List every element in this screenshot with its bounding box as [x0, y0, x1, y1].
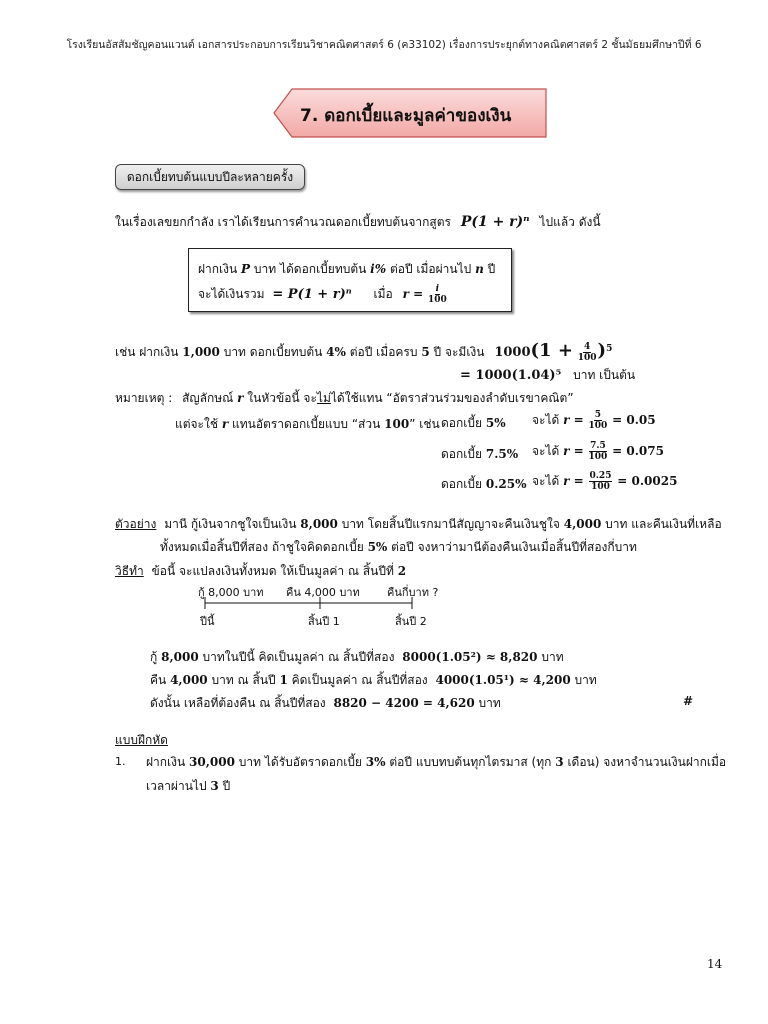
formula-text: ฝากเงิน — [198, 262, 238, 276]
expression: 8000(1.05²) ≈ 8,820 — [402, 650, 538, 664]
example2-line-1 — [115, 515, 722, 534]
var-r: r — [237, 391, 244, 405]
row-label: ดอกเบี้ย — [441, 416, 483, 430]
amount: 8,000 — [161, 650, 199, 664]
text: เวลาผ่านไป — [146, 779, 207, 793]
timeline-top-label: คืนกี่บาท ? — [387, 586, 439, 599]
note-rate-row-3 — [441, 475, 526, 494]
row-fraction — [589, 471, 613, 492]
frac-den: 100 — [588, 452, 608, 462]
formula-text: ปี — [487, 262, 496, 276]
row-value: = 0.05 — [612, 413, 656, 427]
note-rate-calc-1 — [532, 410, 656, 431]
frac-den: 100 — [588, 421, 608, 431]
row-fraction — [589, 410, 608, 431]
text: บาท ณ สิ้นปี — [211, 673, 276, 687]
exercise-line-2 — [146, 777, 230, 796]
example2-line-2 — [160, 538, 637, 557]
text: มานี กู้เงินจากชูใจเป็นเงิน — [164, 517, 297, 531]
text: บาท โดยสิ้นปีแรกมานีสัญญาจะคืนเงินชูใจ — [341, 517, 560, 531]
paren-close: ) — [597, 340, 607, 361]
formula-var-r: r = — [402, 287, 424, 301]
row-rate: 7.5% — [485, 447, 519, 461]
rate: 5% — [367, 540, 388, 554]
timeline — [190, 583, 440, 633]
unit: บาท — [574, 673, 597, 687]
text: บาท ดอกเบี้ยทบต้น — [223, 345, 323, 359]
note-rate-calc-3 — [532, 471, 677, 492]
timeline-bottom-label: ปีนี้ — [200, 615, 215, 628]
formula-var-i: i% — [370, 262, 387, 276]
result: = 1000(1.04)⁵ — [460, 368, 562, 383]
row-r: r = — [563, 474, 584, 488]
solution-label: วิธีทำ — [115, 564, 144, 578]
text: ต่อปี เมื่อครบ — [349, 345, 418, 359]
subsection-label: ดอกเบี้ยทบต้นแบบปีละหลายครั้ง — [115, 164, 305, 190]
frac-num: 4 — [584, 342, 591, 352]
calc-line-2 — [150, 671, 597, 690]
text: ต่อปี แบบทบต้นทุกไตรมาส (ทุก — [389, 755, 552, 769]
text: เช่น ฝากเงิน — [115, 345, 179, 359]
row-label: ดอกเบี้ย — [441, 477, 483, 491]
fraction-i-over-100 — [428, 284, 447, 305]
year: 1 — [279, 673, 288, 687]
text: ทั้งหมดเมื่อสิ้นปีที่สอง ถ้าชูใจคิดดอกเบี้ย — [160, 540, 364, 554]
text: ” เช่น — [409, 417, 440, 431]
text: บาท ได้รับอัตราดอกเบี้ย — [238, 755, 362, 769]
intro-text: ในเรื่องเลขยกกำลัง เราได้เรียนการคำนวณดอกเบี้ยทบต้นจากสูตร — [115, 215, 451, 229]
note-label: หมายเหตุ : — [115, 391, 173, 405]
text: ต่อปี จงหาว่ามานีต้องคืนเงินเมื่อสิ้นปีที่สองกี่บาท — [391, 540, 637, 554]
formula-text: ต่อปี เมื่อผ่านไป — [389, 262, 472, 276]
repay-amount: 4,000 — [563, 517, 602, 531]
intro-suffix: ไปแล้ว ดังนี้ — [539, 215, 601, 229]
text: กู้ — [150, 650, 158, 664]
exponent: 5 — [606, 344, 613, 354]
rate: 4% — [326, 345, 346, 359]
timeline-bottom-label: สิ้นปี 1 — [308, 615, 340, 628]
row-rate: 5% — [485, 416, 506, 430]
row-value: = 0.075 — [612, 444, 664, 458]
exercise-line-1 — [146, 753, 726, 772]
note-rate-calc-2 — [532, 441, 664, 462]
formula-var-p: P — [241, 262, 251, 276]
formula-line-2 — [198, 284, 448, 305]
solution-line-1 — [115, 562, 406, 581]
text: คิดเป็นมูลค่า ณ สิ้นปีที่สอง — [291, 673, 428, 687]
row-r: r = — [563, 413, 584, 427]
calc-line-1 — [150, 648, 564, 667]
section-title-ribbon — [270, 85, 550, 141]
rate: 3% — [365, 755, 386, 769]
frac-num: 0.25 — [589, 471, 612, 481]
frac-num: 5 — [594, 410, 602, 420]
years: 5 — [421, 345, 430, 359]
fraction-4-over-100 — [578, 342, 597, 363]
underlined-not: ไม่ — [316, 391, 331, 405]
years: 3 — [210, 779, 219, 793]
exercise-number: 1. — [115, 755, 126, 768]
paren-open: (1 + — [530, 340, 573, 361]
row-fraction — [589, 441, 608, 462]
expr: 1000 — [494, 345, 531, 360]
months: 3 — [555, 755, 564, 769]
frac-num: i — [435, 284, 440, 294]
row-r: r = — [563, 444, 584, 458]
text: คืน — [150, 673, 167, 687]
expression: 4000(1.05¹) ≈ 4,200 — [435, 673, 571, 687]
row-value: = 0.0025 — [617, 474, 678, 488]
note-line-1 — [115, 389, 574, 408]
timeline-bottom-label: สิ้นปี 2 — [395, 615, 427, 628]
year: 2 — [397, 564, 407, 578]
row-say: จะได้ — [532, 474, 560, 488]
row-rate: 0.25% — [485, 477, 527, 491]
note-line-2 — [175, 415, 440, 434]
text: สัญลักษณ์ — [182, 391, 234, 405]
formula-line-1 — [198, 260, 495, 279]
exercise-heading: แบบฝึกหัด — [115, 733, 168, 747]
page-number: 14 — [707, 957, 723, 971]
amount: 30,000 — [189, 755, 235, 769]
note-rate-row-1 — [441, 414, 506, 433]
end-mark: # — [683, 694, 694, 708]
example1-line — [115, 340, 612, 363]
row-say: จะได้ — [532, 413, 560, 427]
timeline-top-label: กู้ 8,000 บาท — [198, 586, 264, 599]
row-label: ดอกเบี้ย — [441, 447, 483, 461]
text: แต่จะใช้ — [175, 417, 219, 431]
example1-result — [460, 366, 635, 385]
row-say: จะได้ — [532, 444, 560, 458]
text: ข้อนี้ จะแปลงเงินทั้งหมด ให้เป็นมูลค่า ณ สิ้นปีที่ — [151, 564, 394, 578]
text: แทนอัตราดอกเบี้ยแบบ “ส่วน — [232, 417, 381, 431]
text: ฝากเงิน — [146, 755, 186, 769]
formula-var-n: n — [475, 262, 484, 276]
number-100: 100 — [384, 417, 410, 431]
intro-line — [115, 213, 601, 232]
frac-den: 100 — [591, 482, 610, 492]
amount: 1,000 — [182, 345, 220, 359]
text: ได้ใช้แทน “อัตราส่วนร่วมของลำดับเรขาคณิต” — [330, 391, 574, 405]
amount: 4,000 — [170, 673, 208, 687]
text: เดือน) จงหาจำนวนเงินฝากเมื่อ — [567, 755, 727, 769]
formula-text: บาท ได้ดอกเบี้ยทบต้น — [253, 262, 367, 276]
text: ปี — [222, 779, 231, 793]
unit: บาท — [478, 696, 501, 710]
expression: 8820 − 4200 = 4,620 — [333, 696, 475, 710]
frac-den: 100 — [577, 353, 597, 363]
intro-formula: P(1 + r)ⁿ — [460, 214, 530, 230]
document-header: โรงเรียนอัสสัมชัญคอนแวนต์ เอกสารประกอบการเรียนวิชาคณิตศาสตร์ 6 (ค33102) เรื่องการประยุกต์ทางคณิตศาสตร์ 2 ชั้นมัธยมศึกษาปีที่ 6 — [66, 39, 702, 51]
example-label: ตัวอย่าง — [115, 517, 157, 531]
section-title: 7. ดอกเบี้ยและมูลค่าของเงิน — [300, 106, 512, 126]
formula-text: เมื่อ — [373, 287, 393, 301]
text: ในหัวข้อนี้ จะ — [247, 391, 317, 405]
text: บาทในปีนี้ คิดเป็นมูลค่า ณ สิ้นปีที่สอง — [202, 650, 395, 664]
text: บาท และคืนเงินที่เหลือ — [605, 517, 722, 531]
text: ดังนั้น เหลือที่ต้องคืน ณ สิ้นปีที่สอง — [150, 696, 326, 710]
frac-num: 7.5 — [590, 441, 606, 451]
loan-amount: 8,000 — [300, 517, 338, 531]
formula-main: = P(1 + r)ⁿ — [272, 287, 352, 302]
calc-line-3 — [150, 694, 501, 713]
note-rate-row-2 — [441, 445, 518, 464]
text: ปี จะมีเงิน — [433, 345, 485, 359]
timeline-top-label: คืน 4,000 บาท — [286, 586, 360, 599]
formula-text: จะได้เงินรวม — [198, 287, 265, 301]
unit: บาท เป็นต้น — [573, 368, 636, 382]
var-r: r — [221, 417, 229, 431]
unit: บาท — [541, 650, 564, 664]
frac-den: 100 — [427, 295, 447, 305]
